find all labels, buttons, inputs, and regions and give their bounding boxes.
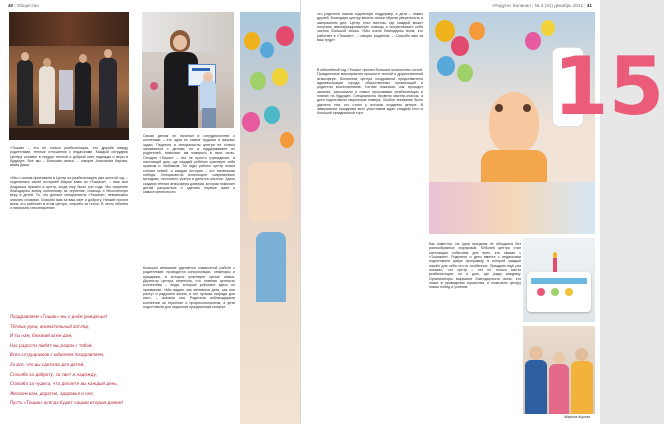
poem-line: Спасибо за чудеса, что делаете вы каждый день, [10,381,119,387]
poem-line: Тёплые руки, внимательный взгляд, [10,323,90,329]
right-page-number: 41 [586,3,592,8]
cake-photo [523,238,595,322]
middle-column-text: Своим делом он начинал в сотрудничестве с коллегами – это одна из самых трудных и важных задач. Педагоги и специалисты центра не только занимаются с детьми, но и поддерживают их родителей, помогают им поверить в свои силы. Сегодня «Тошик» – это не просто учреждение, а настоящий дом, где каждый ребёнок чувствует себя нужным и любимым. За годы работы центр помог сотням семей, и каждая история – это маленькая победа. Специалисты используют современные методики, постоянно учатся и делятся опытом. Здесь создана тёплая атмосфера доверия, которая помогает детям раскрыться и сделать первые шаги к самостоятельности. [143,134,236,195]
poem-line: Желаем вам, дорогие, здоровья и сил, [10,390,94,396]
number-fifteen-balloon: 15 [553,40,664,133]
middle-column-text-continued: Большое внимание уделяется совместной работе с родителями: проводятся консультации, семинары и праздники, в которых участвуют целые семьи. Директор центра отметила, что главная ценность коллектива – люди, которые работают здесь по призванию. «Мы видим, как меняются дети, как они растут и радуются жизни, и это лучшая награда для нас», – сказала она. Родители поблагодарили коллектив за терпение и профессионализм, а дети подготовили для педагогов праздничный концерт. [143,266,235,310]
issue-info: № 3 (41) декабрь 2012 [534,3,584,8]
poem-line: Поздравляем «Тошик» мы с днём рожденья! [10,314,108,319]
magazine-name: «Радуга» Калинин [491,3,531,8]
section-name: Общество [16,3,39,8]
diploma-photo [142,12,234,128]
right-column-text-continued: В юбилейный год «Тошик» принял большое количество гостей. Праздничные мероприятия прошли в теплой и дружественной атмосфере. Коллектив центра поздравили представители администрации города, общественных организаций и родители воспитанников. Гостям показали, как проходят занятия, рассказали о новых программах реабилитации и планах на будущее. Специалисты провели мастер-классы, а дети подготовили творческие номера. Особое внимание было уделено тем, кто стоял у истоков создания центра. В завершение праздника всех участников ждал сладкий стол и большой праздничный торт. [317,68,423,116]
author-signature: Марина Кирова [564,415,590,419]
poem-line: За все, что вы сделали для детей, [10,361,85,367]
poem-line: И ты нам, близкий всем дом, [10,333,73,339]
right-page [300,0,664,424]
poem-line: Всех сотрудников с юбилеем поздравляем, [10,352,105,358]
right-column-2-text: Как известно, на одни праздник не обходится без разнообразных сюрпризов. Юбилей центра стал настоящим событием для всех, кто связан с «Тошиком». Родители и дети вместе с педагогами подготовили яркую программу, в которой каждый нашёл для себя что-то особенное. Праздник ещё раз показал, что центр – это не только место реабилитации, но и дом, где рады каждому. Организаторы выразили благодарность всем, кто помог в проведении торжества, и пожелали центру новых побед и успехов. [429,242,521,290]
balloons-photo-strip [240,12,300,424]
birthday-15-photo [429,12,664,234]
right-page-header: «Радуга» Калинин | № 3 (41) декабрь 2012 | 41 [491,3,592,8]
left-page [0,0,300,424]
photo-caption-text: «Тошик» – это не только реабилитация, это дружба между родителями, теплые отношения с педагогами. Каждый сотрудник Центра оставил в сердце теплый и добрый свет надежды и веры в будущее. Все мы – большая семья, – говорит Анастасия Кирова, мама Даши. [10,146,128,168]
left-page-number: 40 [8,3,14,8]
children-photo [523,326,595,414]
poem [10,312,122,408]
poem-line: Пусть «Тошик» всегда будет нашим вторым домом! [10,400,124,406]
poem-line: Нас радости любят мы рядом с тобой, [10,342,93,348]
right-column-text: что родители нашли подлинную поддержку, а дети – новых друзей. Благодаря центру многие семьи обрели уверенность в завтрашнем дне. Центр стал местом, где каждый может получить квалифицированную помощь и почувствовать себя частью большой семьи. «Мы очень благодарны всем, кто работает в «Тошике», – говорят родители. – Спасибо вам за ваш труд!» [317,12,423,43]
poem-line: Спасибо за доброту, за свет и надежду, [10,371,98,377]
left-page-header: 40 | Общество [8,3,39,8]
award-stage-photo [9,12,129,140]
left-column-text: «Мы с сыном приезжаем в Центр на реабилитацию уже шестой год, – поделилась своей историей Мария Каюк из «Тошика», – наш сын Андрюша пришёл в центр, когда ему было три года. Мы искренне благодарны всему коллективу за терпение, помощь и бесконечную веру в детей. То, что делают специалисты «Тошика», невозможно описать словами. Спасибо вам за ваш свет и доброту. Низкий поклон всем, кто работает в этом центре, спасибо за тепло. В честь юбилея я написала стихотворение: [10,176,128,211]
